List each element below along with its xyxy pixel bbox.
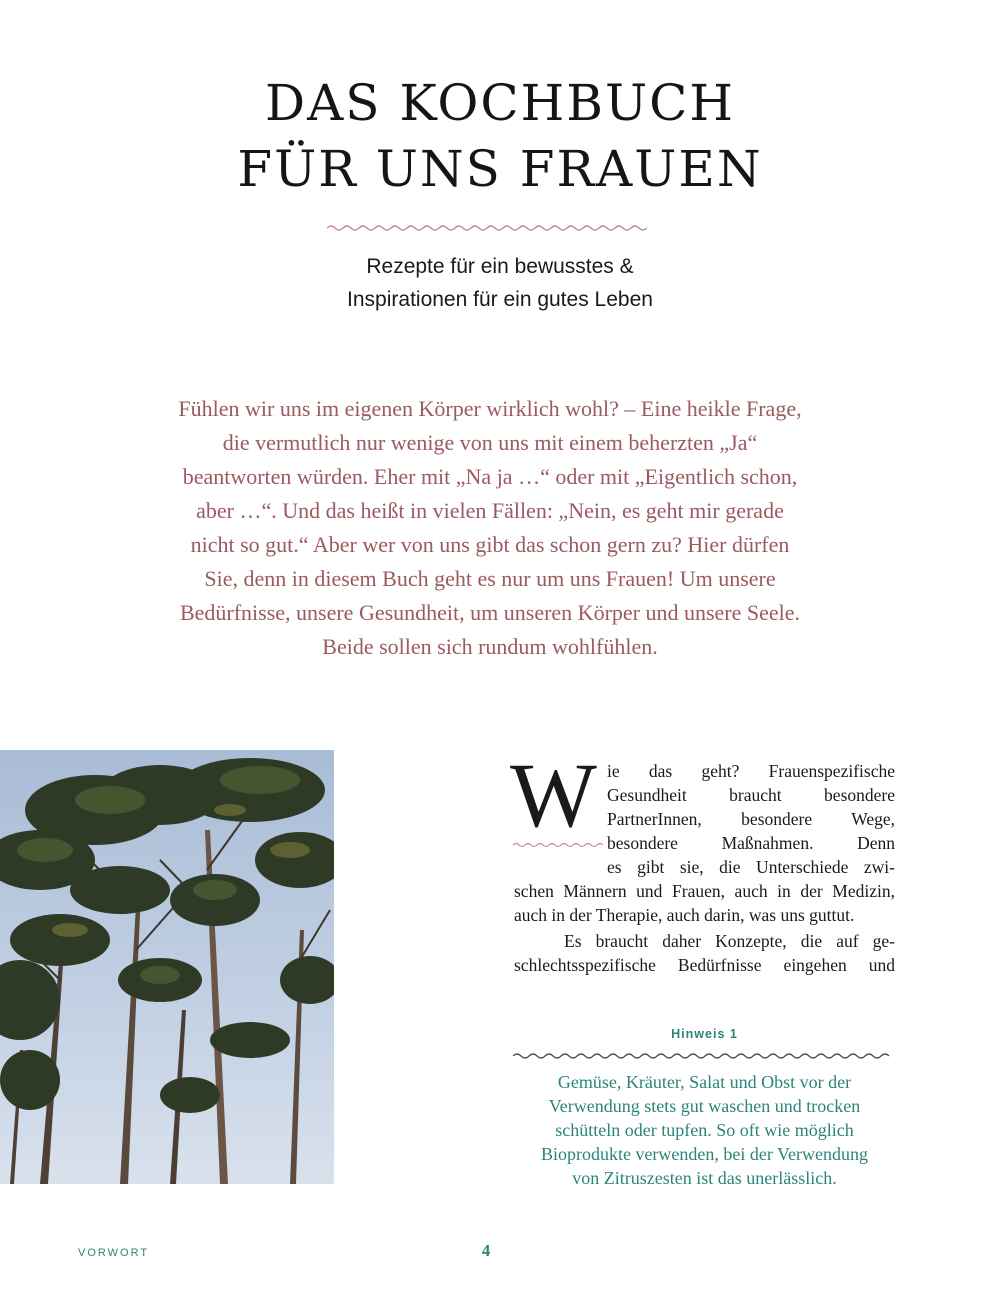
intro-paragraph: [110, 392, 870, 664]
note-line: von Zitruszesten ist das unerlässlich.: [572, 1168, 837, 1188]
intro-line: beantworten würden. Eher mit „Na ja …“ oder mit „Eigentlich schon,: [182, 464, 798, 489]
body-line: es gibt sie, die Unterschiede zwi-: [607, 857, 895, 877]
note-wave-divider: [513, 1050, 895, 1062]
body-line: Gesundheit braucht besondere: [607, 785, 895, 805]
drop-cap-wave: [513, 840, 603, 850]
note-text: [514, 1070, 895, 1190]
subtitle-line-2: Inspirationen für ein gutes Leben: [347, 288, 653, 311]
intro-line: aber …“. Und das heißt in vielen Fällen: „Nein, es geht mir gerade: [196, 498, 784, 523]
body-line: schen Männern und Frauen, auch in der Medizin,: [514, 881, 895, 901]
body-line: ie das geht? Frauenspezifische: [607, 761, 895, 781]
subtitle: [0, 250, 1000, 316]
note-line: schütteln oder tupfen. So oft wie möglich: [555, 1120, 854, 1140]
intro-line: Sie, denn in diesem Buch geht es nur um uns Frauen! Um unsere: [204, 566, 776, 591]
drop-cap: W: [510, 744, 597, 846]
note-label: Hinweis 1: [671, 1027, 738, 1041]
footer-section-label: VORWORT: [78, 1247, 150, 1259]
note-line: Verwendung stets gut waschen und trocken: [548, 1096, 861, 1116]
note-line: Gemüse, Kräuter, Salat und Obst vor der: [557, 1072, 852, 1092]
body-line: Es braucht daher Konzepte, die auf ge-: [564, 931, 895, 951]
intro-line: Bedürfnisse, unsere Gesundheit, um unseren Körper und unsere Seele.: [179, 600, 801, 625]
body-line: schlechtsspezifische Bedürfnisse eingehen und: [514, 955, 895, 975]
title-line-2: FÜR UNS FRAUEN: [237, 140, 763, 198]
body-line: auch in der Therapie, auch darin, was uns guttut.: [514, 905, 855, 925]
body-line: PartnerInnen, besondere Wege,: [607, 809, 895, 829]
page-title: [0, 70, 1000, 202]
page-number: 4: [481, 1241, 491, 1260]
pine-trees-photo: [0, 750, 334, 1184]
intro-line: Fühlen wir uns im eigenen Körper wirklich wohl? – Eine heikle Frage,: [178, 396, 802, 421]
note-line: Bioprodukte verwenden, bei der Verwendung: [540, 1144, 869, 1164]
intro-line: die vermutlich nur wenige von uns mit einem beherzten „Ja“: [222, 430, 758, 455]
body-line: besondere Maßnahmen. Denn: [607, 833, 895, 853]
subtitle-line-1: Rezepte für ein bewusstes &: [366, 255, 634, 278]
title-line-1: DAS KOCHBUCH: [265, 74, 735, 132]
intro-line: Beide sollen sich rundum wohlfühlen.: [322, 634, 658, 659]
intro-line: nicht so gut.“ Aber wer von uns gibt das schon gern zu? Hier dürfen: [190, 532, 790, 557]
title-wave-divider: [327, 222, 647, 234]
